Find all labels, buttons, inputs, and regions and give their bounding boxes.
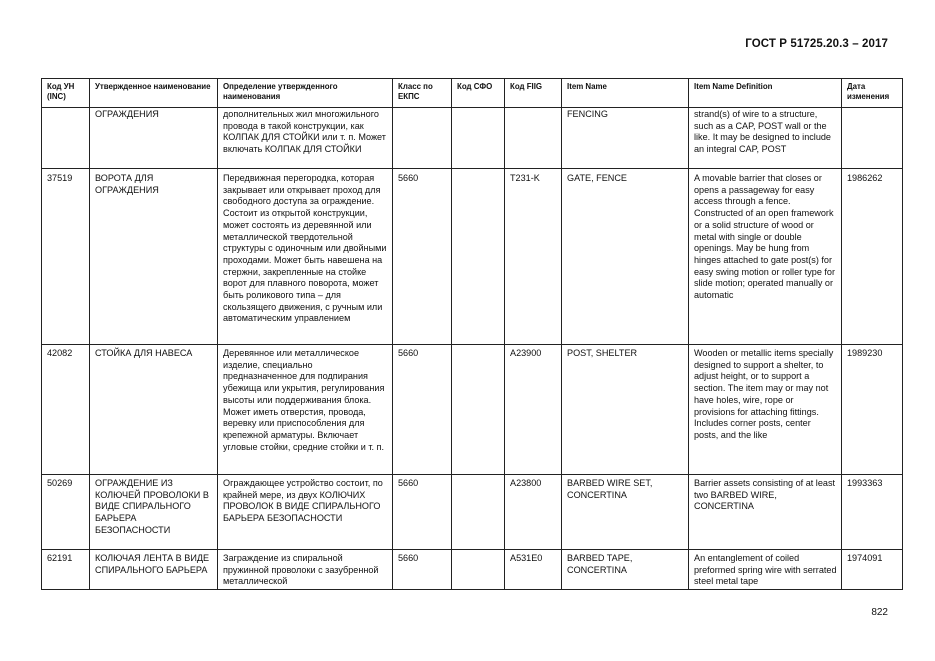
fiig-cell: A23800 [505, 475, 562, 550]
date-cell: 1974091 [842, 550, 903, 590]
definition-cell: Ограждающее устройство состоит, по крайней мере, из двух КОЛЮЧИХ ПРОВОЛОК В ВИДЕ СПИРАЛЬНОГО БАРЬЕРА БЕЗОПАСНОСТИ [218, 475, 393, 550]
item-definition-cell: Barrier assets consisting of at least two BARBED WIRE, CONCERTINA [689, 475, 842, 550]
definition-cell: Передвижная перегородка, которая закрывает или открывает проход для свободного доступа за ограждение. Состоит из открытой конструкции, может состоять из деревянной или металлической твердотельной структуры с одиночным или двойными проходами. Может быть навешена на стержни, закрепленные на стойке ворот для плавного поворота, может быть роликового типа – для скользящего движения, с ручным или автоматическим управлением [218, 169, 393, 345]
table-row [42, 550, 903, 590]
page-number: 822 [871, 607, 888, 618]
column-header-fiig: Код FIIG [505, 79, 562, 108]
fiig-cell [505, 108, 562, 169]
inc-cell [42, 108, 90, 169]
column-header-item-definition: Item Name Definition [689, 79, 842, 108]
definition-cell: дополнительных жил многожильного провода в такой конструкции, как КОЛПАК ДЛЯ СТОЙКИ или т. п. Может включать КОЛПАК ДЛЯ СТОЙКИ [218, 108, 393, 169]
class-cell: 5660 [393, 169, 452, 345]
table-row [42, 475, 903, 550]
column-header-sfo: Код СФО [452, 79, 505, 108]
class-cell: 5660 [393, 550, 452, 590]
fiig-cell: T231-K [505, 169, 562, 345]
date-cell [842, 108, 903, 169]
column-header-approved-name: Утвержденное наименование [90, 79, 218, 108]
column-header-class: Класс по ЕКПС [393, 79, 452, 108]
definition-cell: Деревянное или металлическое изделие, специально предназначенное для подпирания убежища или укрытия, регулирования высоты или поддерживания блока. Может иметь отверстия, провода, веревку или приспособления для крепежной арматуры. Включает угловые стойки, средние стойки и т. п. [218, 345, 393, 475]
inc-cell: 37519 [42, 169, 90, 345]
classification-table [41, 78, 903, 590]
item-definition-cell: Wooden or metallic items specially designed to support a shelter, to adjust height, or to support a section. The item may or may not have holes, wire, rope or provisions for attaching fittings. Includes corner posts, center posts, and the like [689, 345, 842, 475]
item-name-cell: FENCING [562, 108, 689, 169]
approved-name-cell: ВОРОТА ДЛЯ ОГРАЖДЕНИЯ [90, 169, 218, 345]
table-header-row [42, 79, 903, 108]
item-name-cell: GATE, FENCE [562, 169, 689, 345]
item-definition-cell: An entanglement of coiled preformed spring wire with serrated steel metal tape [689, 550, 842, 590]
class-cell: 5660 [393, 345, 452, 475]
column-header-definition: Определение утвержденного наименования [218, 79, 393, 108]
item-name-cell: POST, SHELTER [562, 345, 689, 475]
date-cell: 1986262 [842, 169, 903, 345]
item-definition-cell: A movable barrier that closes or opens a passageway for easy access through a fence. Constructed of an open framework or a solid structure of wood or metal with single or double openings. May be hung from hinges attached to gate post(s) for easy swing motion or roller type for slide motion; operated manually or automatic [689, 169, 842, 345]
item-name-cell: BARBED TAPE, CONCERTINA [562, 550, 689, 590]
column-header-date: Дата изменения [842, 79, 903, 108]
sfo-cell [452, 345, 505, 475]
item-name-cell: BARBED WIRE SET, CONCERTINA [562, 475, 689, 550]
sfo-cell [452, 108, 505, 169]
inc-cell: 42082 [42, 345, 90, 475]
approved-name-cell: СТОЙКА ДЛЯ НАВЕСА [90, 345, 218, 475]
table-row [42, 345, 903, 475]
table-row [42, 108, 903, 169]
definition-cell: Заграждение из спиральной пружинной проволоки с зазубренной металлической [218, 550, 393, 590]
column-header-item-name: Item Name [562, 79, 689, 108]
item-definition-cell: strand(s) of wire to a structure, such as a CAP, POST wall or the like. It may be designed to include an integral CAP, POST [689, 108, 842, 169]
fiig-cell: A531E0 [505, 550, 562, 590]
sfo-cell [452, 169, 505, 345]
column-header-inc: Код УН (INC) [42, 79, 90, 108]
class-cell [393, 108, 452, 169]
sfo-cell [452, 550, 505, 590]
approved-name-cell: ОГРАЖДЕНИЯ [90, 108, 218, 169]
table-row [42, 169, 903, 345]
fiig-cell: A23900 [505, 345, 562, 475]
approved-name-cell: КОЛЮЧАЯ ЛЕНТА В ВИДЕ СПИРАЛЬНОГО БАРЬЕРА [90, 550, 218, 590]
class-cell: 5660 [393, 475, 452, 550]
inc-cell: 50269 [42, 475, 90, 550]
sfo-cell [452, 475, 505, 550]
date-cell: 1993363 [842, 475, 903, 550]
date-cell: 1989230 [842, 345, 903, 475]
document-header: ГОСТ Р 51725.20.3 – 2017 [745, 38, 888, 50]
approved-name-cell: ОГРАЖДЕНИЕ ИЗ КОЛЮЧЕЙ ПРОВОЛОКИ В ВИДЕ СПИРАЛЬНОГО БАРЬЕРА БЕЗОПАСНОСТИ [90, 475, 218, 550]
inc-cell: 62191 [42, 550, 90, 590]
